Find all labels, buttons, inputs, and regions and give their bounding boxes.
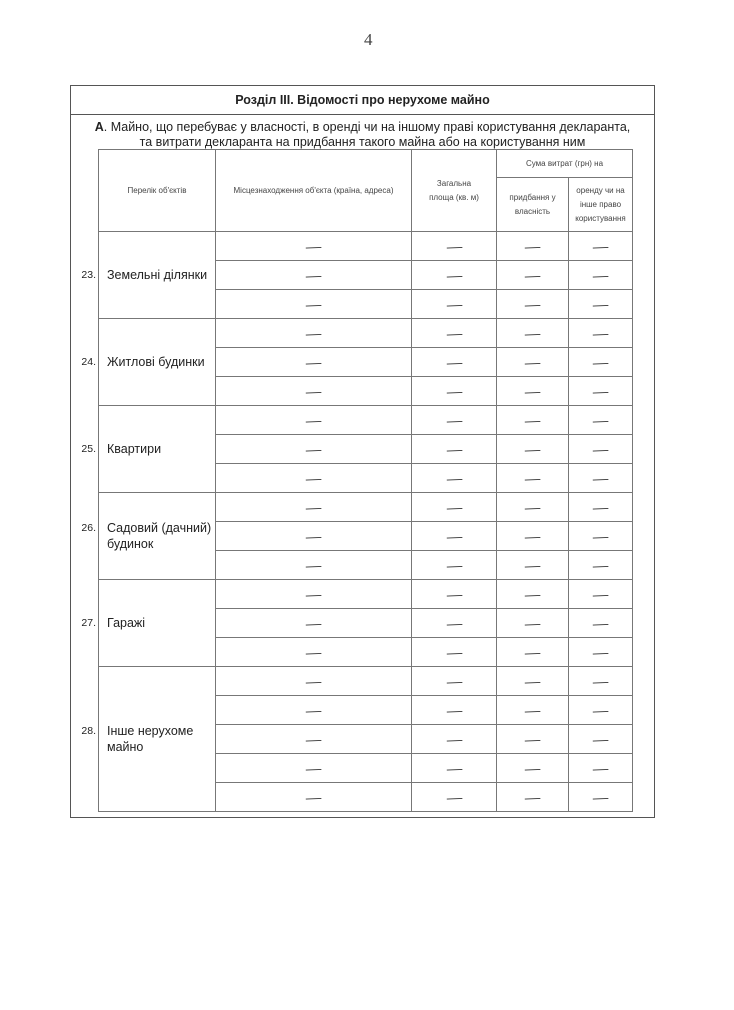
dash-mark: —	[305, 470, 322, 486]
dash-mark: —	[592, 731, 609, 747]
header-rent: оренду чи на інше право користування	[569, 178, 633, 232]
location-cell	[216, 290, 412, 319]
dash-mark: —	[524, 441, 541, 457]
rent-cost-cell	[569, 319, 633, 348]
row-number: 24.	[81, 356, 96, 368]
object-type-cell	[81, 319, 216, 406]
rent-cost-cell	[569, 580, 633, 609]
dash-mark: —	[592, 615, 609, 631]
area-cell	[412, 609, 497, 638]
section-title: Розділ III. Відомості про нерухоме майно	[71, 86, 654, 115]
area-cell	[412, 696, 497, 725]
dash-mark: —	[445, 557, 463, 573]
header-location: Місцезнаходження об'єкта (країна, адреса)	[216, 150, 412, 232]
dash-mark: —	[445, 238, 463, 254]
row-number: 26.	[81, 522, 96, 534]
area-cell	[412, 667, 497, 696]
dash-mark: —	[524, 615, 541, 631]
object-type-label: Земельні ділянки	[107, 268, 208, 282]
object-type-label: Квартири	[107, 442, 162, 456]
dash-mark: —	[445, 528, 463, 544]
purchase-cost-cell	[497, 638, 569, 667]
dash-mark: —	[592, 238, 609, 254]
object-type-cell	[81, 406, 216, 493]
subsection-letter: А	[94, 120, 104, 134]
dash-mark: —	[524, 557, 541, 573]
dash-mark: —	[524, 731, 541, 747]
location-cell	[216, 348, 412, 377]
header-expenses: Сума витрат (грн) на	[497, 150, 633, 178]
dash-mark: —	[305, 615, 322, 631]
rent-cost-cell	[569, 464, 633, 493]
row-number: 23.	[81, 269, 96, 281]
purchase-cost-cell	[497, 261, 569, 290]
purchase-cost-cell	[497, 290, 569, 319]
dash-mark: —	[305, 354, 322, 370]
rent-cost-cell	[569, 783, 633, 812]
area-cell	[412, 783, 497, 812]
purchase-cost-cell	[497, 377, 569, 406]
dash-mark: —	[445, 354, 463, 370]
object-type-label: Гаражі	[107, 616, 146, 630]
dash-mark: —	[305, 441, 322, 457]
dash-mark: —	[305, 644, 322, 660]
page-number: 4	[364, 30, 373, 49]
table-row	[99, 667, 633, 696]
subsection-title	[71, 120, 654, 150]
dash-mark: —	[445, 615, 463, 631]
dash-mark: —	[305, 586, 322, 602]
dash-mark: —	[592, 528, 609, 544]
location-cell	[216, 551, 412, 580]
location-cell	[216, 377, 412, 406]
rent-cost-cell	[569, 290, 633, 319]
object-type-label: Садовий (дачний) будинок	[107, 521, 212, 551]
purchase-cost-cell	[497, 667, 569, 696]
dash-mark: —	[445, 441, 463, 457]
area-cell	[412, 522, 497, 551]
dash-mark: —	[524, 499, 541, 515]
purchase-cost-cell	[497, 725, 569, 754]
dash-mark: —	[305, 325, 322, 341]
dash-mark: —	[445, 586, 463, 602]
rent-cost-cell	[569, 725, 633, 754]
location-cell	[216, 319, 412, 348]
row-number: 28.	[81, 725, 96, 737]
dash-mark: —	[524, 238, 541, 254]
dash-mark: —	[445, 673, 463, 689]
subtitle-line2: та витрати декларанта на придбання такого майна або на користування ним	[139, 135, 586, 149]
purchase-cost-cell	[497, 609, 569, 638]
rent-cost-cell	[569, 551, 633, 580]
table-row	[99, 493, 633, 522]
dash-mark: —	[524, 296, 541, 312]
header-objects: Перелік об'єктів	[99, 150, 216, 232]
dash-mark: —	[305, 789, 322, 805]
object-type-label: Житлові будинки	[107, 355, 205, 369]
area-cell	[412, 754, 497, 783]
purchase-cost-cell	[497, 522, 569, 551]
area-cell	[412, 580, 497, 609]
dash-mark: —	[305, 673, 322, 689]
dash-mark: —	[445, 499, 463, 515]
purchase-cost-cell	[497, 580, 569, 609]
location-cell	[216, 609, 412, 638]
dash-mark: —	[305, 499, 322, 515]
location-cell	[216, 493, 412, 522]
dash-mark: —	[445, 296, 463, 312]
dash-mark: —	[445, 470, 463, 486]
dash-mark: —	[524, 789, 541, 805]
purchase-cost-cell	[497, 754, 569, 783]
table-row	[99, 232, 633, 261]
dash-mark: —	[445, 325, 463, 341]
dash-mark: —	[592, 586, 609, 602]
dash-mark: —	[305, 760, 322, 776]
rent-cost-cell	[569, 232, 633, 261]
real-estate-table	[81, 149, 633, 812]
dash-mark: —	[305, 702, 322, 718]
purchase-cost-cell	[497, 406, 569, 435]
location-cell	[216, 754, 412, 783]
section-frame	[70, 85, 655, 818]
rent-cost-cell	[569, 696, 633, 725]
dash-mark: —	[524, 760, 541, 776]
area-cell	[412, 261, 497, 290]
rent-cost-cell	[569, 522, 633, 551]
dash-mark: —	[445, 731, 463, 747]
location-cell	[216, 522, 412, 551]
dash-mark: —	[524, 644, 541, 660]
dash-mark: —	[305, 528, 322, 544]
location-cell	[216, 783, 412, 812]
dash-mark: —	[524, 325, 541, 341]
rent-cost-cell	[569, 609, 633, 638]
dash-mark: —	[592, 702, 609, 718]
location-cell	[216, 667, 412, 696]
purchase-cost-cell	[497, 435, 569, 464]
location-cell	[216, 696, 412, 725]
rent-cost-cell	[569, 377, 633, 406]
dash-mark: —	[592, 354, 609, 370]
location-cell	[216, 261, 412, 290]
purchase-cost-cell	[497, 493, 569, 522]
rent-cost-cell	[569, 261, 633, 290]
dash-mark: —	[524, 383, 541, 399]
location-cell	[216, 638, 412, 667]
object-type-cell	[81, 232, 216, 319]
dash-mark: —	[305, 731, 322, 747]
row-number: 27.	[81, 617, 96, 629]
purchase-cost-cell	[497, 696, 569, 725]
dash-mark: —	[445, 760, 463, 776]
area-cell	[412, 638, 497, 667]
dash-mark: —	[592, 267, 609, 283]
area-cell	[412, 406, 497, 435]
dash-mark: —	[524, 267, 541, 283]
object-type-label: Інше нерухоме майно	[107, 724, 194, 754]
dash-mark: —	[592, 760, 609, 776]
rent-cost-cell	[569, 348, 633, 377]
purchase-cost-cell	[497, 551, 569, 580]
header-area: Загальна площа (кв. м)	[412, 150, 497, 232]
rent-cost-cell	[569, 493, 633, 522]
dash-mark: —	[592, 296, 609, 312]
area-cell	[412, 319, 497, 348]
dash-mark: —	[592, 673, 609, 689]
area-cell	[412, 725, 497, 754]
dash-mark: —	[592, 412, 609, 428]
area-cell	[412, 348, 497, 377]
purchase-cost-cell	[497, 783, 569, 812]
dash-mark: —	[592, 470, 609, 486]
dash-mark: —	[592, 557, 609, 573]
location-cell	[216, 725, 412, 754]
dash-mark: —	[524, 354, 541, 370]
dash-mark: —	[592, 789, 609, 805]
dash-mark: —	[305, 412, 322, 428]
purchase-cost-cell	[497, 232, 569, 261]
table-row	[99, 406, 633, 435]
dash-mark: —	[305, 557, 322, 573]
dash-mark: —	[524, 673, 541, 689]
area-cell	[412, 435, 497, 464]
area-cell	[412, 551, 497, 580]
rent-cost-cell	[569, 754, 633, 783]
dash-mark: —	[592, 441, 609, 457]
rent-cost-cell	[569, 667, 633, 696]
dash-mark: —	[592, 383, 609, 399]
dash-mark: —	[592, 325, 609, 341]
dash-mark: —	[305, 238, 322, 254]
location-cell	[216, 406, 412, 435]
dash-mark: —	[445, 644, 463, 660]
location-cell	[216, 435, 412, 464]
dash-mark: —	[524, 528, 541, 544]
object-type-cell	[81, 667, 216, 812]
dash-mark: —	[592, 499, 609, 515]
header-purchase: придбання у власність	[497, 178, 569, 232]
row-number: 25.	[81, 443, 96, 455]
dash-mark: —	[592, 644, 609, 660]
object-type-cell	[81, 580, 216, 667]
dash-mark: —	[524, 412, 541, 428]
object-type-cell	[81, 493, 216, 580]
purchase-cost-cell	[497, 348, 569, 377]
dash-mark: —	[305, 296, 322, 312]
area-cell	[412, 493, 497, 522]
location-cell	[216, 464, 412, 493]
area-cell	[412, 232, 497, 261]
location-cell	[216, 580, 412, 609]
table-row	[99, 319, 633, 348]
dash-mark: —	[524, 586, 541, 602]
dash-mark: —	[305, 267, 322, 283]
dash-mark: —	[445, 267, 463, 283]
location-cell	[216, 232, 412, 261]
purchase-cost-cell	[497, 464, 569, 493]
area-cell	[412, 290, 497, 319]
dash-mark: —	[445, 702, 463, 718]
dash-mark: —	[524, 470, 541, 486]
rent-cost-cell	[569, 435, 633, 464]
table-row	[99, 580, 633, 609]
dash-mark: —	[305, 383, 322, 399]
subtitle-line1: . Майно, що перебуває у власності, в оренді чи на іншому праві користування декларанта,	[103, 120, 631, 134]
area-cell	[412, 377, 497, 406]
purchase-cost-cell	[497, 319, 569, 348]
area-cell	[412, 464, 497, 493]
dash-mark: —	[445, 789, 463, 805]
dash-mark: —	[445, 412, 463, 428]
rent-cost-cell	[569, 638, 633, 667]
dash-mark: —	[524, 702, 541, 718]
dash-mark: —	[445, 383, 463, 399]
rent-cost-cell	[569, 406, 633, 435]
